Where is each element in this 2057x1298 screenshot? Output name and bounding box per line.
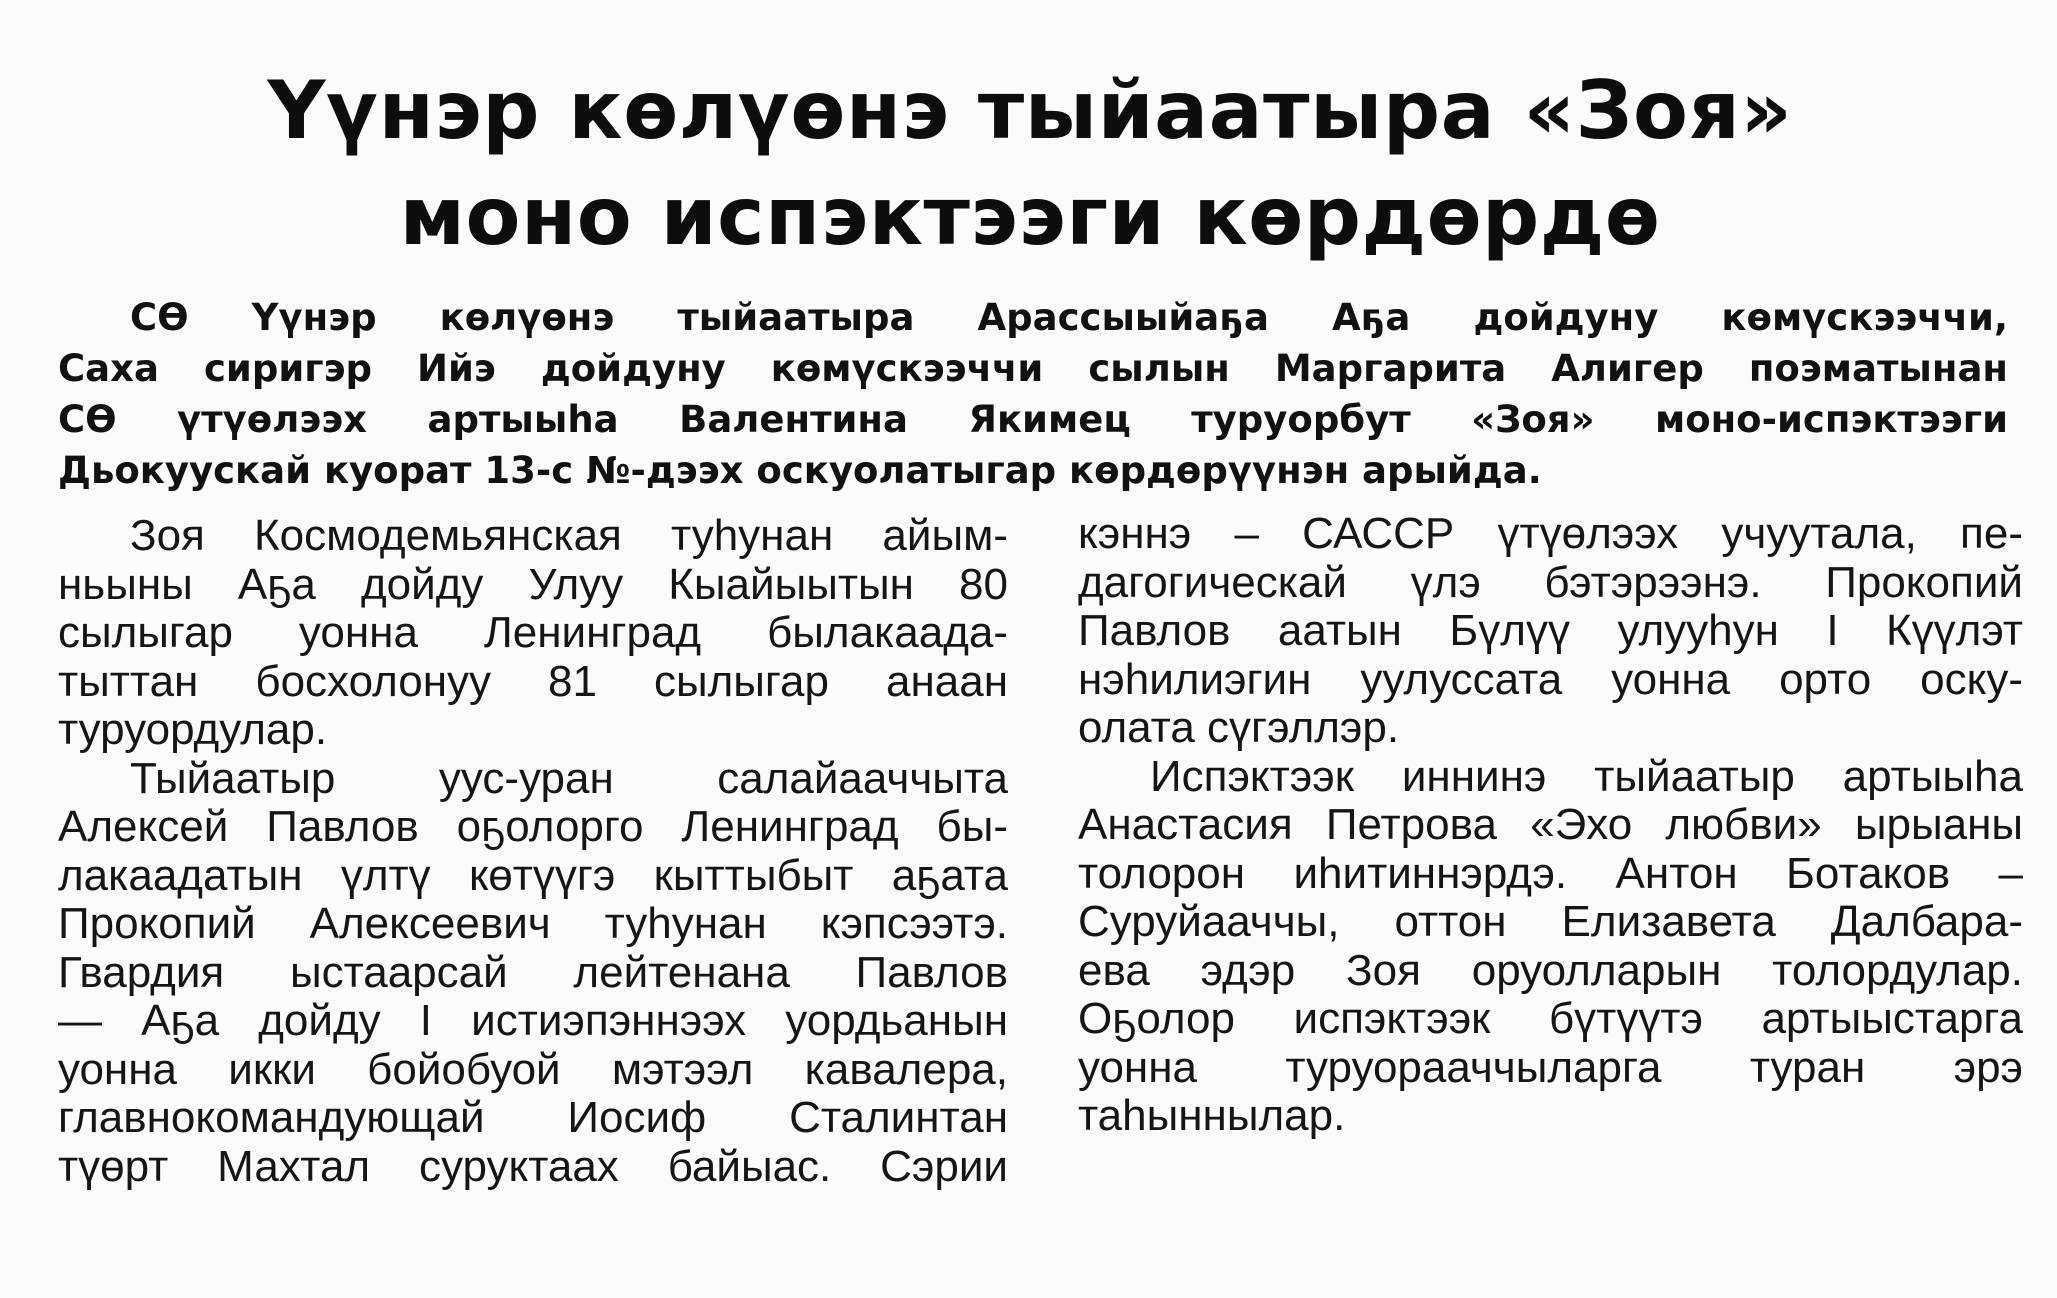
left-line-11: — Аҕа дойду I истиэпэннээх уордьанын [58,996,1008,1045]
right-line-2: дагогическай үлэ бэтэрээнэ. Прокопий [1078,557,2023,607]
right-line-6: Испэктээк иннинэ тыйаатыр артыыһа [1150,751,2023,801]
left-line-9: Прокопий Алексеевич туһунан кэпсээтэ. [58,899,1008,948]
left-line-10: Гвардия ыстаарсай лейтенана Павлов [58,947,1008,997]
left-line-8: лакаадатын үлтү көтүүгэ кыттыбыт аҕата [58,850,1008,900]
right-line-13: таһыннылар. [1078,1091,1346,1140]
right-line-9: Суруйааччы, оттон Елизавета Далбара- [1078,897,2023,946]
left-line-4: тыттан босхолонуу 81 сылыгар анаан [58,656,1008,706]
article-headline [80,58,1980,270]
left-line-3: сылыгар уонна Ленинград былакаада- [58,608,1008,657]
left-line-6: Тыйаатыр уус-уран салайааччыта [130,753,1008,803]
left-line-1: Зоя Космодемьянская туһунан айым- [130,511,1008,560]
left-column [58,512,1008,1191]
headline-line-1: Үүнэр көлүөнэ тыйаатыра «Зоя» [267,64,1793,157]
left-line-13: главнокомандующай Иосиф Сталинтан [58,1093,1008,1142]
lead-line-1: СӨ Үүнэр көлүөнэ тыйаатыра Арассыыйаҕа Аҕа дойдуну көмүскээччи, [130,296,2008,339]
left-line-2: ньыны Аҕа дойду Улуу Кыайыытын 80 [58,559,1008,609]
lead-line-2: Саха сиригэр Ийэ дойдуну көмүскээччи сылын Маргарита Алигер поэматынан [58,347,2008,390]
lead-line-4: Дьокуускай куорат 13-с №-дээх оскуолатыгар көрдөрүүнэн арыйда. [58,449,1542,492]
right-line-7: Анастасия Петрова «Эхо любви» ырыаны [1078,800,2023,849]
left-line-12: уонна икки бойобуой мэтээл кавалера, [58,1044,1008,1094]
right-line-5: олата сүгэллэр. [1078,703,1400,752]
right-line-11: Оҕолор испэктээк бүтүүтэ артыыстарга [1078,994,2023,1043]
right-line-12: уонна туруорааччыларга туран эрэ [1078,1042,2023,1092]
left-line-5: туруордулар. [58,705,328,754]
right-line-4: нэһилиэгин уулуссата уонна орто оску- [1078,654,2023,704]
right-line-1: кэннэ – САССР үтүөлээх учуутала, пе- [1078,509,2023,558]
right-line-8: толорон иһитиннэрдэ. Антон Ботаков – [1078,848,2023,898]
left-line-7: Алексей Павлов оҕолорго Ленинград бы- [58,802,1008,851]
headline-line-2: моно испэктээги көрдөрдө [399,170,1661,263]
article-lead [58,292,2008,496]
right-line-10: ева эдэр Зоя оруолларын толордулар. [1078,945,2023,995]
right-line-3: Павлов аатын Бүлүү улууһун I Күүлэт [1078,606,2023,655]
right-column [1078,510,2023,1141]
left-line-14: түөрт Махтал суруктаах байыас. Сэрии [58,1141,1008,1191]
lead-line-3: СӨ үтүөлээх артыыһа Валентина Якимец туруорбут «Зоя» моно-испэктээги [58,398,2008,441]
